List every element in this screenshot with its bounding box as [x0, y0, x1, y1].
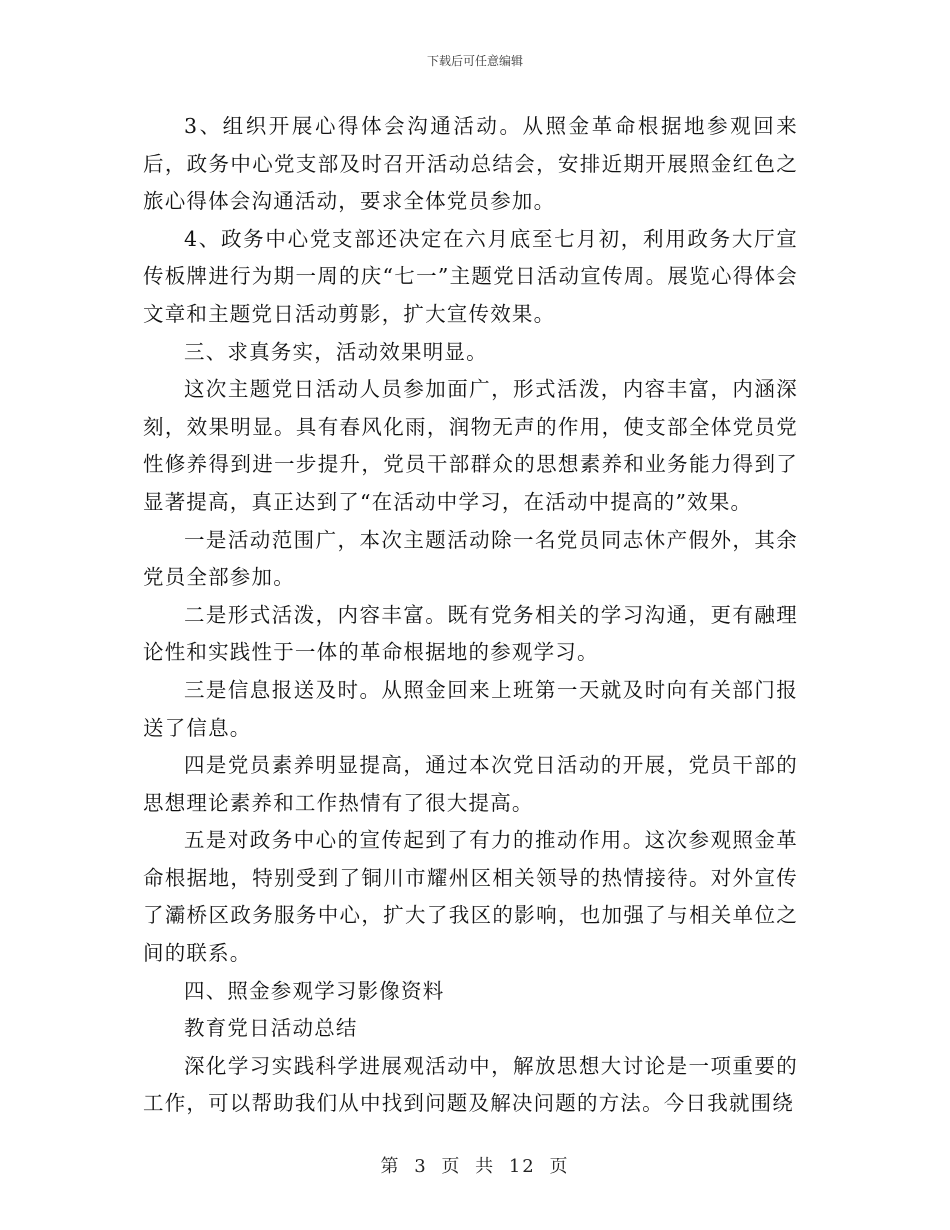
- paragraph: 4、政务中心党支部还决定在六月底至七月初，利用政务大厅宣传板牌进行为期一周的庆“七一”主题党日活动宣传周。展览心得体会文章和主题党日活动剪影，扩大宣传效果。: [143, 226, 798, 326]
- paragraph: 3、组织开展心得体会沟通活动。从照金革命根据地参观回来后，政务中心党支部及时召开活动总结会，安排近期开展照金红色之旅心得体会沟通活动，要求全体党员参加。: [143, 114, 798, 214]
- document-body: [143, 108, 798, 1123]
- page-number-footer: 第 3 页 共 12 页: [380, 1156, 570, 1177]
- paragraph: 这次主题党日活动人员参加面广，形式活泼，内容丰富，内涵深刻，效果明显。具有春风化雨，润物无声的作用，使支部全体党员党性修养得到进一步提升，党员干部群众的思想素养和业务能力得到了显著提高，真正达到了“在活动中学习，在活动中提高的”效果。: [143, 377, 798, 514]
- paragraph: 三是信息报送及时。从照金回来上班第一天就及时向有关部门报送了信息。: [143, 677, 798, 740]
- section-heading: 三、求真务实，活动效果明显。: [184, 339, 488, 364]
- section-heading: 四、照金参观学习影像资料: [184, 978, 445, 1003]
- paragraph: 一是活动范围广，本次主题活动除一名党员同志休产假外，其余党员全部参加。: [143, 527, 798, 590]
- paragraph: 五是对政务中心的宣传起到了有力的推动作用。这次参观照金革命根据地，特别受到了铜川市耀州区相关领导的热情接待。对外宣传了灞桥区政务服务中心，扩大了我区的影响，也加强了与相关单位之间的联系。: [143, 828, 798, 966]
- paragraph: 四是党员素养明显提高，通过本次党日活动的开展，党员干部的思想理论素养和工作热情有了很大提高。: [143, 753, 798, 815]
- paragraph: 二是形式活泼，内容丰富。既有党务相关的学习沟通，更有融理论性和实践性于一体的革命根据地的参观学习。: [143, 602, 798, 665]
- document-subtitle: 教育党日活动总结: [184, 1016, 358, 1041]
- paragraph: 深化学习实践科学进展观活动中，解放思想大讨论是一项重要的工作，可以帮助我们从中找到问题及解决问题的方法。今日我就围绕: [143, 1053, 798, 1116]
- page-header: 下载后可任意编辑: [426, 54, 523, 68]
